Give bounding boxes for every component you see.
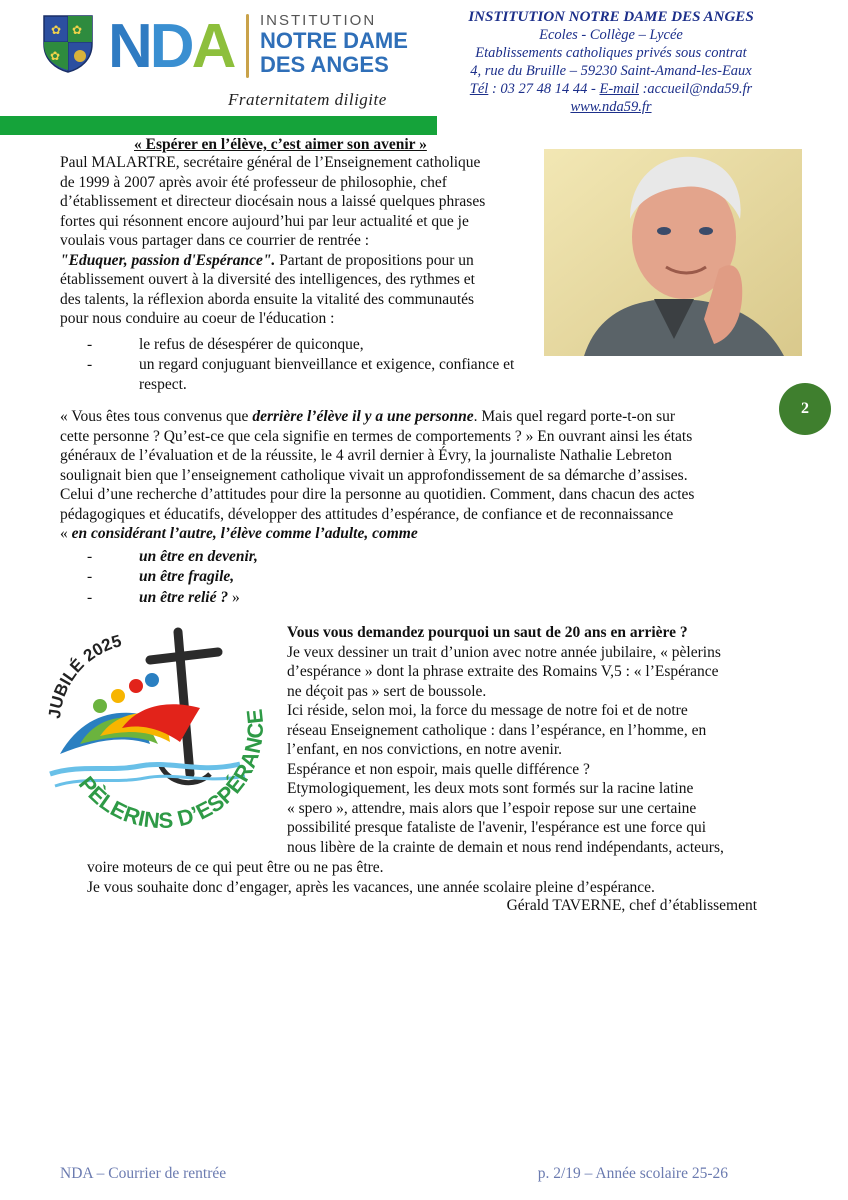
nda-logo: NDA [108, 12, 234, 81]
para3-line: ne déçoit pas » sert de boussole. [287, 682, 487, 700]
quote-title: "Eduquer, passion d'Espérance". [60, 251, 276, 269]
intro-line: fortes qui résonnent encore aujourd’hui par leur actualité et que je [60, 212, 469, 230]
quote-rest: Partant de propositions pour un [275, 251, 474, 269]
page-number-badge: 2 [779, 383, 831, 435]
para3-line: Etymologiquement, les deux mots sont formés sur la racine latine [287, 780, 694, 797]
intro-line: Paul MALARTRE, secrétaire général de l’Enseignement catholique [60, 154, 481, 171]
jubilee-top-text: JUBILÉ 2025 [44, 631, 124, 720]
emphasis: derrière l’élève il y a une personne [252, 408, 474, 425]
article-title: « Espérer en l’élève, c’est aimer son avenir » [134, 136, 427, 153]
intro-line: voulais vous partager dans ce courrier de rentrée : [60, 232, 370, 249]
intro-line: pour nous conduire au coeur de l'éducation : [60, 310, 335, 327]
para3-line: Je veux dessiner un trait d’union avec notre année jubilaire, « pèlerins [287, 643, 721, 661]
footer-right: p. 2/19 – Année scolaire 25-26 [537, 1165, 728, 1182]
header-green-bar [0, 116, 437, 135]
paragraph-2 [60, 407, 757, 544]
logo-separator [246, 14, 249, 78]
contact-line2: Etablissements catholiques privés sous contrat [475, 45, 747, 61]
motto: Fraternitatem diligite [228, 90, 387, 109]
para3-heading: Vous vous demandez pourquoi un saut de 20 ans en arrière ? [287, 624, 688, 641]
para2-line: cette personne ? Qu’est-ce que cela signifie en termes de comportements ? » En ouvrant ainsi les états [60, 427, 693, 445]
email-link[interactable]: E-mail [599, 81, 639, 97]
contact-title: INSTITUTION NOTRE DAME DES ANGES [468, 9, 754, 25]
para2-line: généraux de l’évaluation et de la réussite, le 4 avril dernier à Évry, la journaliste Nathalie Lebreton [60, 447, 672, 464]
para3-line: nous libère de la crainte de demain et nous rend indépendants, acteurs, [287, 838, 724, 856]
para3-line: d’espérance » dont la phrase extraite des Romains V,5 : « l’Espérance [287, 663, 719, 680]
intro-paragraph [60, 153, 531, 329]
portrait-photo [544, 149, 802, 356]
para3-line: Espérance et non espoir, mais quelle différence ? [287, 760, 590, 778]
jubilee-arc-text: PÈLERINS D’ESPÉRANCE [73, 707, 269, 834]
contact-line1: Ecoles - Collège – Lycée [539, 27, 683, 43]
signature: Gérald TAVERNE, chef d’établissement [506, 897, 757, 914]
intro-line: de 1999 à 2007 après avoir été professeur de philosophie, chef [60, 173, 447, 191]
para2-line: Celui d’une recherche d’attitudes pour dire la personne au quotidien. Comment, dans chacun des actes [60, 486, 695, 503]
intro-line [60, 251, 531, 271]
para3-line: Ici réside, selon moi, la force du message de notre foi et de notre [287, 702, 688, 719]
svg-text:JUBILÉ 2025 [45, 631, 124, 719]
para3-line: possibilité presque fataliste de l'avenir, l'espérance est une force qui [287, 819, 706, 836]
logo-name-line1: NOTRE DAME [260, 28, 408, 53]
tel-value: : 03 27 48 14 44 - [488, 81, 600, 97]
paragraph-3 [287, 623, 757, 857]
para2-line: « Vous êtes tous convenus que derrière l’élève il y a une personne. Mais quel regard porte-t-on sur [60, 408, 676, 425]
paragraph-3-tail [87, 858, 757, 897]
para3-line: voire moteurs de ce qui peut être ou ne pas être. [87, 859, 384, 876]
para3-line: l’enfant, en nos convictions, en notre avenir. [287, 741, 563, 758]
contact-phone-email [446, 80, 776, 98]
coat-of-arms-icon [42, 14, 94, 74]
svg-text:✿: ✿ [50, 49, 61, 63]
svg-text:✿: ✿ [72, 23, 83, 37]
website-link[interactable]: www.nda59.fr [570, 99, 652, 115]
para3-line: réseau Enseignement catholique : dans l’espérance, en l’homme, en [287, 721, 707, 739]
logo-institution-label: INSTITUTION [260, 12, 377, 29]
contact-block [446, 8, 776, 116]
email-value: :accueil@nda59.fr [638, 81, 753, 97]
svg-text:✿: ✿ [51, 23, 62, 37]
tel-label: Tél [469, 81, 489, 97]
intro-line: d’établissement et directeur diocésain nous a laissé quelques phrases [60, 193, 486, 210]
intro-line: établissement ouvert à la diversité des intelligences, des rythmes et [60, 271, 475, 288]
para2-line: pédagogiques et éducatifs, développer des attitudes d’espérance, de confiance et de reconnaissance [60, 505, 674, 523]
para3-line: Je vous souhaite donc d’engager, après les vacances, une année scolaire pleine d’espérance. [87, 878, 655, 896]
jubilee-2025-logo [40, 624, 270, 846]
intro-line: des talents, la réflexion aborda ensuite la vitalité des communautés [60, 290, 475, 308]
logo-name-line2: DES ANGES [260, 52, 389, 77]
footer-left: NDA – Courrier de rentrée [60, 1165, 227, 1182]
para2-line: « en considérant l’autre, l’élève comme l’adulte, comme [60, 525, 418, 542]
contact-address: 4, rue du Bruille – 59230 Saint-Amand-les-Eaux [470, 63, 752, 79]
para3-line: « spero », attendre, mais alors que l’espoir repose sur une certaine [287, 799, 697, 817]
para2-line: soulignait bien que l’enseignement catholique vivait un approfondissement de sa démarche d’assises. [60, 466, 688, 484]
